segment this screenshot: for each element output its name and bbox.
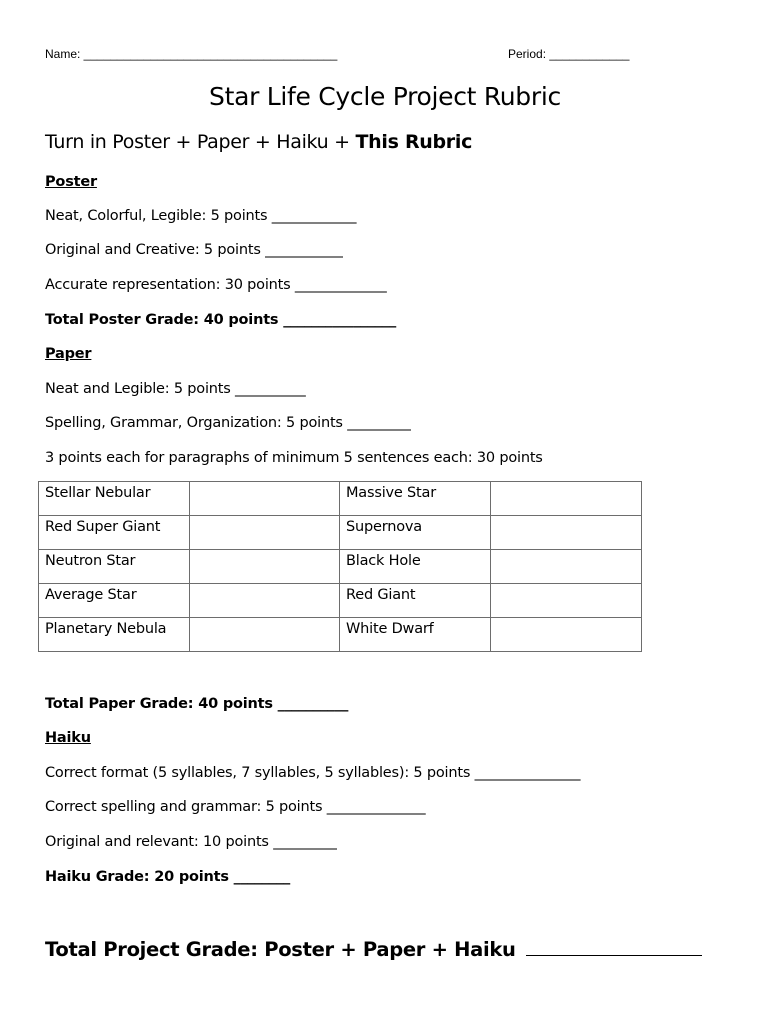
paper-total: Total Paper Grade: 40 points __________	[45, 696, 349, 712]
table-cell	[491, 516, 642, 550]
poster-item: Original and Creative: 5 points ___________	[45, 242, 343, 258]
table-cell	[491, 618, 642, 652]
paragraph-table	[38, 481, 642, 652]
total-project-grade	[45, 938, 702, 961]
table-cell	[491, 482, 642, 516]
table-cell	[190, 550, 340, 584]
poster-item: Neat, Colorful, Legible: 5 points ____________	[45, 208, 357, 224]
paper-heading: Paper	[45, 346, 92, 362]
haiku-total: Haiku Grade: 20 points ________	[45, 869, 291, 885]
table-row	[39, 516, 642, 550]
grade-blank-line	[526, 954, 702, 956]
table-cell: Red Super Giant	[39, 516, 190, 550]
haiku-heading: Haiku	[45, 730, 91, 746]
paper-item: Neat and Legible: 5 points __________	[45, 381, 306, 397]
haiku-item: Original and relevant: 10 points _________	[45, 834, 337, 850]
table-cell: Massive Star	[340, 482, 491, 516]
table-cell	[491, 550, 642, 584]
name-field-label: Name: ______________________________________	[45, 47, 338, 61]
paper-item: 3 points each for paragraphs of minimum 5 sentences each: 30 points	[45, 450, 543, 466]
table-cell: Stellar Nebular	[39, 482, 190, 516]
table-cell: Red Giant	[340, 584, 491, 618]
table-cell: Black Hole	[340, 550, 491, 584]
table-cell: Average Star	[39, 584, 190, 618]
turn-in-prefix: Turn in Poster + Paper + Haiku +	[45, 131, 356, 153]
poster-total: Total Poster Grade: 40 points ________________	[45, 312, 397, 328]
table-row	[39, 482, 642, 516]
table-cell	[190, 482, 340, 516]
poster-heading: Poster	[45, 174, 97, 190]
table-row	[39, 584, 642, 618]
table-cell	[190, 516, 340, 550]
period-field-label: Period: ____________	[508, 47, 630, 61]
table-cell: Neutron Star	[39, 550, 190, 584]
total-project-label: Total Project Grade: Poster + Paper + Haiku	[45, 938, 516, 961]
turn-in-instructions	[45, 131, 472, 153]
table-row	[39, 550, 642, 584]
haiku-item: Correct format (5 syllables, 7 syllables, 5 syllables): 5 points _______________	[45, 765, 581, 781]
table-cell: White Dwarf	[340, 618, 491, 652]
table-cell: Planetary Nebula	[39, 618, 190, 652]
haiku-item: Correct spelling and grammar: 5 points ______________	[45, 799, 426, 815]
table-cell	[190, 584, 340, 618]
page-title: Star Life Cycle Project Rubric	[209, 82, 561, 111]
table-cell	[491, 584, 642, 618]
paper-item: Spelling, Grammar, Organization: 5 points _________	[45, 415, 411, 431]
table-cell: Supernova	[340, 516, 491, 550]
poster-item: Accurate representation: 30 points _____________	[45, 277, 387, 293]
table-cell	[190, 618, 340, 652]
turn-in-bold: This Rubric	[355, 131, 473, 153]
table-row	[39, 618, 642, 652]
